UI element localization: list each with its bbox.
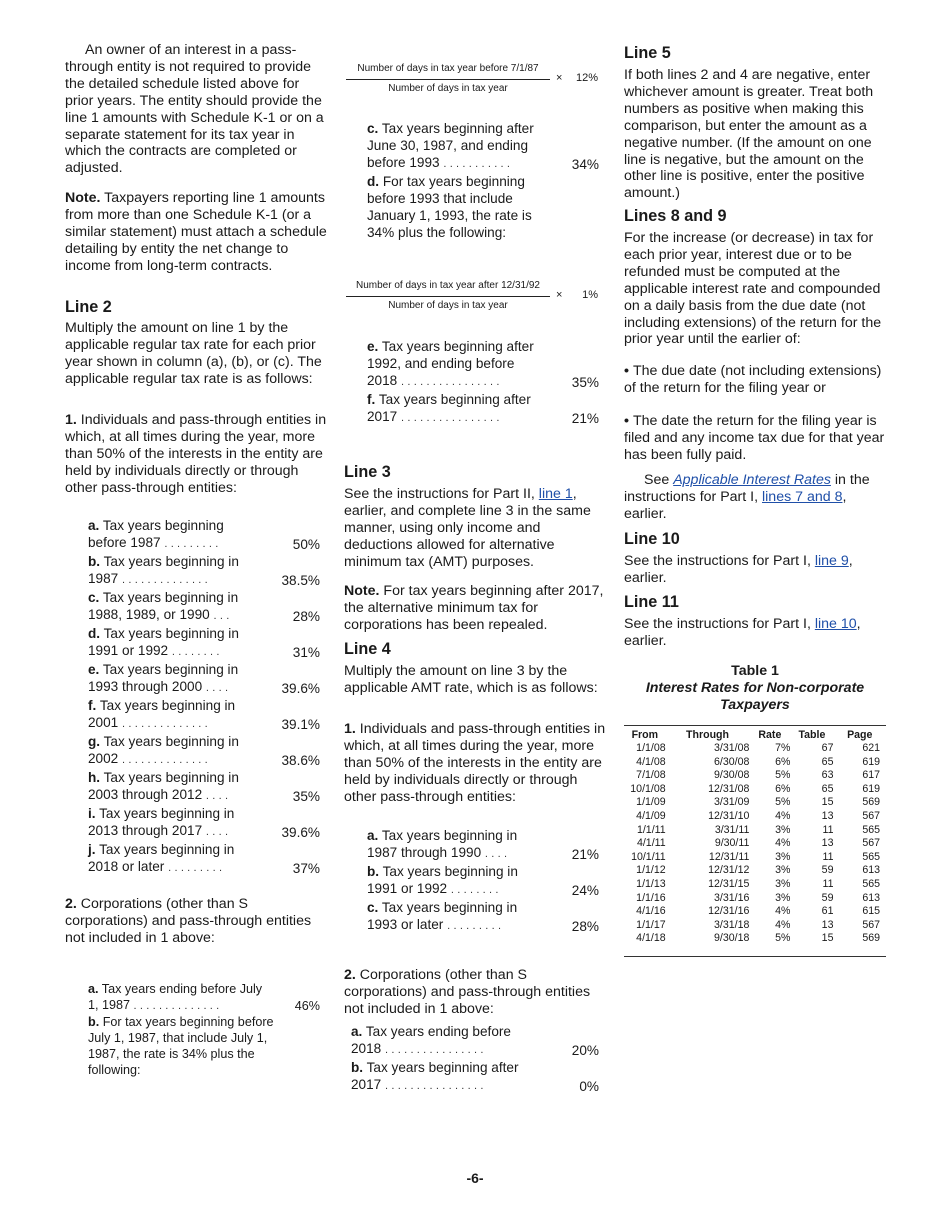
amt-corp-rate-item: b. Tax years beginning after 2017 ................ 0%	[351, 1060, 599, 1094]
table-cell: 13	[821, 809, 834, 822]
amt-rate-list-1	[367, 827, 599, 935]
line3-text: See the instructions for Part II, line 1, earlier, and complete line 3 in the same manner, using only income and deductions allowed for alternative minimum tax (AMT) purposes.	[344, 486, 591, 570]
table-row	[624, 769, 886, 783]
regular-rate-item: a. Tax years beginning before 1987 ......... 50%	[88, 518, 320, 552]
table-cell: 15	[821, 796, 834, 809]
table-row	[624, 783, 886, 797]
table-cell: 12/31/15	[708, 877, 750, 890]
table-cell: 6%	[775, 782, 791, 795]
table-cell: 10/1/08	[630, 782, 666, 795]
line2-heading: Line 2	[65, 298, 112, 316]
table-top-rule	[624, 725, 886, 726]
rate-value: 31%	[292, 645, 320, 660]
table-cell: 11	[822, 850, 834, 863]
table-cell: 67	[821, 742, 834, 754]
regular-rate-item: i. Tax years beginning in 2013 through 2017 .... 39.6%	[88, 806, 320, 840]
table-cell: 11	[822, 877, 834, 890]
intro-paragraph: An owner of an interest in a pass-through entity is not required to provide the detailed schedule listed above for prior years. The entity should provide the line 1 amounts with Schedule K-1 or on a separate statement for its tax year in which the contracts are completed or adjusted.	[65, 42, 324, 177]
rate-value: 21%	[571, 411, 599, 426]
rate-value: 20%	[571, 1043, 599, 1058]
table-cell: 59	[821, 864, 834, 877]
table-row	[624, 742, 886, 756]
rate-value: 39.1%	[281, 717, 320, 732]
table-cell: 13	[821, 837, 834, 850]
rate-value: 28%	[292, 609, 320, 624]
rate-value: 39.6%	[281, 681, 320, 696]
table-cell: 12/31/08	[708, 782, 750, 795]
table-row	[624, 864, 886, 878]
line10-text: See the instructions for Part I, line 9, earlier.	[624, 553, 853, 586]
table-cell: 4%	[775, 809, 791, 822]
regular-rate-item: d. Tax years beginning in 1991 or 1992 ........ 31%	[88, 626, 320, 660]
table-cell: 12/31/12	[708, 864, 750, 877]
fraction-after-12-31-92: Number of days in tax year after 12/31/92 Number of days in tax year × 1%	[344, 280, 606, 316]
table-cell: 617	[862, 769, 880, 782]
table-row	[624, 878, 886, 892]
table-cell: 3/31/09	[714, 796, 750, 809]
table-row	[624, 892, 886, 906]
table-cell: 567	[862, 809, 880, 822]
line-10-link[interactable]: line 10	[814, 616, 857, 632]
regular-rate-item: c. Tax years beginning in 1988, 1989, or 1990 ... 28%	[88, 590, 320, 624]
table-cell: 3%	[775, 823, 791, 836]
table-cell: 65	[821, 782, 834, 795]
table-cell: 6/30/08	[714, 755, 750, 768]
lines8-9-heading: Lines 8 and 9	[624, 207, 727, 225]
table-cell: 12/31/10	[708, 809, 750, 822]
table-cell: 4/1/08	[636, 755, 666, 768]
table-cell: 3%	[775, 864, 791, 877]
amt-rate-item: a. Tax years beginning in 1987 through 1990 .... 21%	[367, 828, 599, 862]
table-cell: 567	[862, 837, 880, 850]
corp-rate-list	[88, 981, 320, 1078]
table-header-row	[624, 727, 886, 742]
line2-item-1: 1. Individuals and pass-through entities in which, at all times during the year, more than 50% of the interests in the entity are held by individuals directly or through other pass-through entities:	[65, 412, 327, 496]
line4-heading: Line 4	[344, 640, 391, 658]
table-row	[624, 905, 886, 919]
applicable-interest-rates-link[interactable]: Applicable Interest Rates	[673, 472, 831, 488]
column-header: Page	[847, 729, 873, 741]
column-header: Through	[686, 729, 729, 741]
table-cell: 15	[821, 932, 834, 945]
amt-rate-item: b. Tax years beginning in 1991 or 1992 ........ 24%	[367, 864, 599, 898]
fraction-before-7-1-87: Number of days in tax year before 7/1/87 Number of days in tax year × 12%	[344, 63, 606, 99]
table-cell: 567	[862, 918, 880, 931]
line3-heading: Line 3	[344, 463, 391, 481]
line11-text: See the instructions for Part I, line 10, earlier.	[624, 616, 861, 649]
note-label: Note.	[65, 190, 101, 206]
column-header: From	[631, 729, 659, 741]
line2-item-2: 2. Corporations (other than S corporations) and pass-through entities not included in 1 above:	[65, 896, 312, 946]
table-1-title: Table 1 Interest Rates for Non-corporate Taxpayers	[645, 663, 865, 713]
table-cell: 4/1/16	[636, 905, 666, 918]
table-cell: 6%	[775, 755, 791, 768]
line2-text: Multiply the amount on line 1 by the applicable regular tax rate for each prior year shown in column (a), (b), or (c). The applicable regular tax rate is as follows:	[65, 320, 322, 387]
rate-value: 34%	[571, 157, 599, 172]
line-9-link[interactable]: line 9	[814, 553, 849, 569]
table-cell: 613	[862, 891, 880, 904]
line11-heading: Line 11	[624, 593, 679, 611]
table-cell: 4%	[775, 905, 791, 918]
amt-rate-item: c. Tax years beginning in 1993 or later ......... 28%	[367, 900, 599, 934]
note-text: Taxpayers reporting line 1 amounts from more than one Schedule K-1 (or a similar statement) must attach a schedule detailing by entity the net change to income from long-term contracts.	[65, 190, 327, 274]
table-cell: 10/1/11	[631, 850, 666, 863]
amt-note-paragraph: Note. For tax years beginning after 2017, the alternative minimum tax for corporations has been repealed.	[344, 583, 604, 633]
table-cell: 569	[862, 796, 880, 809]
regular-rate-list	[88, 517, 320, 877]
table-cell: 63	[821, 769, 834, 782]
table-cell: 569	[862, 932, 880, 945]
table-cell: 59	[821, 891, 834, 904]
rate-value: 38.5%	[281, 573, 320, 588]
table-cell: 1/1/17	[636, 918, 666, 931]
table-cell: 4%	[775, 837, 791, 850]
table-cell: 1/1/12	[636, 864, 666, 877]
rate-value: 21%	[571, 847, 599, 862]
rate-value: 0%	[579, 1079, 599, 1094]
regular-rate-item: g. Tax years beginning in 2002 .............. 38.6%	[88, 734, 320, 768]
table-row	[624, 919, 886, 933]
table-cell: 3/31/16	[714, 891, 750, 904]
table-cell: 613	[862, 864, 880, 877]
line5-heading: Line 5	[624, 44, 671, 62]
page-number: -6-	[466, 1170, 484, 1186]
table-cell: 1/1/11	[636, 823, 666, 836]
table-cell: 1/1/08	[636, 742, 666, 754]
rate-value: 37%	[292, 861, 320, 876]
table-cell: 13	[821, 918, 834, 931]
table-cell: 9/30/11	[714, 837, 750, 850]
rate-value: 35%	[292, 789, 320, 804]
rate-item-c: c. Tax years beginning after June 30, 1987, and ending before 1993 ........... 34% d. For tax years beginning before 1993 that include January 1, 1993, the rate is 34% plus the following:	[367, 121, 599, 240]
see-interest-rates: See Applicable Interest Rates in the instructions for Part I, lines 7 and 8, earlier.	[624, 472, 870, 522]
interest-rate-table	[624, 727, 886, 946]
table-cell: 4%	[775, 918, 791, 931]
rate-value: 39.6%	[281, 825, 320, 840]
table-row	[624, 756, 886, 770]
table-cell: 5%	[775, 796, 791, 809]
rate-item-e: e. Tax years beginning after 1992, and ending before 2018 ................ 35%	[367, 339, 599, 390]
regular-rate-item: f. Tax years beginning in 2001 .............. 39.1%	[88, 698, 320, 732]
table-cell: 1/1/16	[636, 891, 666, 904]
table-cell: 5%	[775, 769, 791, 782]
table-row	[624, 932, 886, 946]
table-cell: 615	[862, 905, 880, 918]
table-cell: 12/31/11	[708, 850, 750, 863]
table-cell: 1/1/09	[636, 796, 666, 809]
table-cell: 3%	[775, 891, 791, 904]
line4-text: Multiply the amount on line 3 by the applicable AMT rate, which is as follows:	[344, 663, 598, 696]
amt-corp-rate-item: a. Tax years ending before 2018 ................ 20%	[351, 1024, 599, 1058]
bullet-date-filed: • The date the return for the filing year is filed and any income tax due for that year has been fully paid.	[624, 413, 885, 463]
table-cell: 5%	[775, 932, 791, 945]
rate-value: 46%	[294, 999, 320, 1013]
table-cell: 65	[821, 755, 834, 768]
line-1-link[interactable]: line 1	[538, 486, 573, 502]
corp-rate-a: a. Tax years ending before July 1, 1987 .............. 46%	[88, 982, 320, 1013]
table-bottom-rule	[624, 956, 886, 957]
rate-value: 35%	[571, 375, 599, 390]
table-cell: 565	[862, 850, 880, 863]
rate-value: 28%	[571, 919, 599, 934]
regular-rate-item: e. Tax years beginning in 1993 through 2000 .... 39.6%	[88, 662, 320, 696]
regular-rate-item: j. Tax years beginning in 2018 or later ......... 37%	[88, 842, 320, 876]
lines-7-and-8-link[interactable]: lines 7 and 8	[762, 488, 843, 505]
table-cell: 4/1/11	[636, 837, 666, 850]
table-cell: 3%	[775, 850, 791, 863]
table-cell: 9/30/08	[714, 769, 750, 782]
table-cell: 9/30/18	[714, 932, 750, 945]
rate-value: 50%	[292, 537, 320, 552]
note-paragraph	[65, 190, 327, 275]
table-row	[624, 824, 886, 838]
table-cell: 7/1/08	[636, 769, 666, 782]
amt-rate-list-2	[351, 1023, 599, 1095]
line5-text: If both lines 2 and 4 are negative, enter whichever amount is greater. Treat both numbers as positive when making this comparison, but enter the amount as a negative number. (If the amount on one line is negative, but the amount on the other line is positive, enter the positive amount.)	[624, 67, 874, 202]
table-cell: 1/1/13	[636, 877, 666, 890]
table-row	[624, 810, 886, 824]
table-cell: 11	[822, 823, 834, 836]
rate-value: 24%	[571, 883, 599, 898]
table-cell: 619	[862, 782, 880, 795]
corp-rate-b: b. For tax years beginning before July 1, 1987, that include July 1, 1987, the rate is 34% plus the following:	[88, 1015, 274, 1077]
table-cell: 619	[862, 755, 880, 768]
table-cell: 7%	[775, 742, 791, 754]
table-cell: 3/31/11	[714, 823, 750, 836]
column-header: Table	[798, 729, 826, 741]
line4-item-2: 2. Corporations (other than S corporations) and pass-through entities not included in 1 above:	[344, 967, 591, 1017]
regular-rate-item: b. Tax years beginning in 1987 .............. 38.5%	[88, 554, 320, 588]
table-cell: 4/1/18	[636, 932, 666, 945]
table-cell: 3/31/18	[714, 918, 750, 931]
table-cell: 12/31/16	[708, 905, 750, 918]
lines8-9-text: For the increase (or decrease) in tax for each prior year, interest due or to be refunded must be computed at the applicable interest rate and compounded on a daily basis from the due date (not including extensions) of the return for the prior year until the earlier of:	[624, 230, 882, 348]
table-cell: 3%	[775, 877, 791, 890]
regular-rate-item: h. Tax years beginning in 2003 through 2012 .... 35%	[88, 770, 320, 804]
table-cell: 565	[862, 877, 880, 890]
table-row	[624, 796, 886, 810]
rate-item-d: d. For tax years beginning before 1993 that include January 1, 1993, the rate is 34% plus the following:	[367, 174, 532, 240]
table-cell: 621	[862, 742, 880, 754]
line10-heading: Line 10	[624, 530, 680, 548]
line4-item-1: 1. Individuals and pass-through entities in which, at all times during the year, more than 50% of the interests in the entity are held by individuals directly or through other pass-through entities:	[344, 721, 606, 805]
bullet-due-date: • The due date (not including extensions) of the return for the filing year or	[624, 363, 882, 396]
table-cell: 565	[862, 823, 880, 836]
table-cell: 61	[821, 905, 834, 918]
table-row	[624, 837, 886, 851]
column-header: Rate	[758, 729, 782, 741]
table-row	[624, 851, 886, 865]
table-cell: 4/1/09	[636, 809, 666, 822]
table-cell: 3/31/08	[714, 742, 750, 754]
rate-value: 38.6%	[281, 753, 320, 768]
rate-item-e-f	[367, 338, 599, 427]
rate-item-f: f. Tax years beginning after 2017 ................ 21%	[367, 392, 599, 426]
